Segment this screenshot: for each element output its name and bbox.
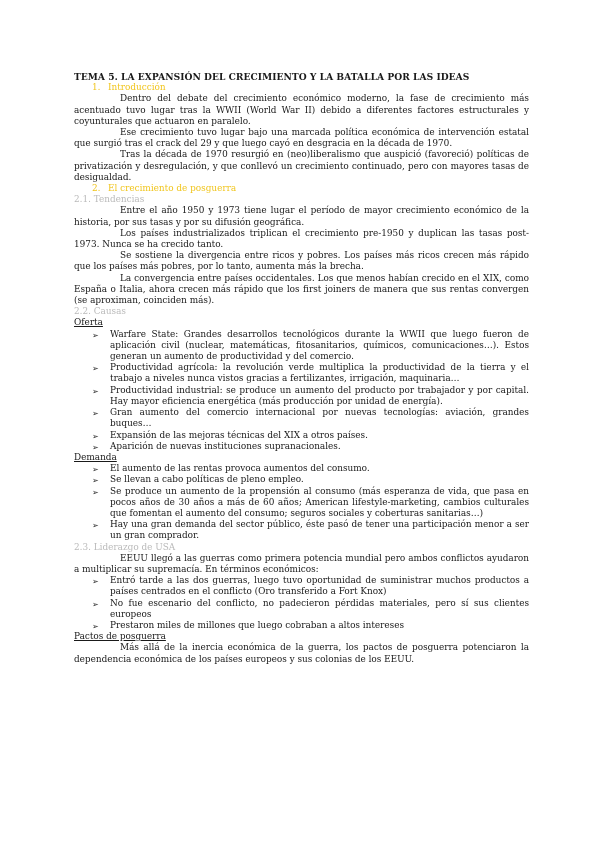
- list-item-text: Se llevan a cabo políticas de pleno empleo.: [110, 475, 304, 486]
- paragraph: Más allá de la inercia económica de la guerra, los pactos de posguerra potenciaron la dependencia económica de los países europeos y sus colonias de los EEUU.: [74, 643, 529, 665]
- section-heading-crecimiento-posguerra: [92, 184, 529, 195]
- paragraph: EEUU llegó a las guerras como primera potencia mundial pero ambos conflictos ayudaron a multiplicar su supremacía. En términos económicos:: [74, 553, 529, 575]
- paragraph: Dentro del debate del crecimiento económico moderno, la fase de crecimiento más acentuado tuvo lugar tras la WWII (World War II) debido a diferentes factores estructurales y coyunturales que actuaron en paralelo.: [74, 94, 529, 127]
- list-item: [74, 487, 529, 521]
- subsection-heading-causas: 2.2. Causas: [74, 307, 126, 318]
- section-heading-text: El crecimiento de posguerra: [108, 184, 237, 195]
- section-heading-introduccion: [92, 83, 529, 94]
- list-item: [74, 576, 529, 598]
- arrow-bullet-icon: ➢: [92, 577, 99, 587]
- arrow-bullet-icon: ➢: [92, 431, 99, 441]
- section-heading-text: Introducción: [108, 83, 166, 94]
- list-item-text: Gran aumento del comercio internacional por nuevas tecnologías: aviación, grandes buques…: [110, 408, 529, 430]
- list-item-text: Prestaron miles de millones que luego cobraban a altos intereses: [110, 620, 405, 631]
- list-item-text: Expansión de las mejoras técnicas del XIX a otros países.: [110, 430, 368, 441]
- list-item-text: No fue escenario del conflicto, no padecieron pérdidas materiales, pero sí sus clientes europeos: [110, 598, 529, 620]
- list-item-text: Productividad agrícola: la revolución verde multiplica la productividad de la tierra y el trabajo a niveles nunca vistos gracias a fertilizantes, irrigación, maquinaria…: [110, 363, 529, 385]
- arrow-bullet-icon: ➢: [92, 465, 99, 475]
- list-item-text: Se produce un aumento de la propensión al consumo (más esperanza de vida, que pasa en pocos años de 30 años a más de 60 años; American lifestyle-marketing, cambios culturales que fomentan el aumento del consumo; seguros sociales y coberturas sanitarias…): [110, 486, 529, 519]
- bullet-list-oferta: [74, 330, 529, 453]
- arrow-bullet-icon: ➢: [92, 386, 99, 396]
- list-item: [74, 475, 529, 486]
- list-item: [74, 408, 529, 430]
- bullet-list-liderazgo: [74, 576, 529, 632]
- arrow-bullet-icon: ➢: [92, 599, 99, 609]
- label-demanda: Demanda: [74, 452, 117, 463]
- paragraph: Entre el año 1950 y 1973 tiene lugar el período de mayor crecimiento económico de la historia, por sus tasas y por su difusión geográfica.: [74, 206, 529, 228]
- paragraph: Ese crecimiento tuvo lugar bajo una marcada política económica de intervención estatal que surgió tras el crack del 29 y que luego cayó en desgracia en la década de 1970.: [74, 128, 529, 150]
- list-item-text: El aumento de las rentas provoca aumentos del consumo.: [110, 464, 370, 475]
- arrow-bullet-icon: ➢: [92, 476, 99, 486]
- list-item: [74, 520, 529, 542]
- list-item: [74, 363, 529, 385]
- arrow-bullet-icon: ➢: [92, 330, 99, 340]
- arrow-bullet-icon: ➢: [92, 487, 99, 497]
- paragraph: Tras la década de 1970 resurgió en (neo)liberalismo que auspició (favoreció) políticas de privatización y desregulación, y que conllevó un crecimiento continuado, pero con mayores tasas de desigualdad.: [74, 150, 529, 183]
- list-item: [74, 431, 529, 442]
- paragraph: La convergencia entre países occidentales. Los que menos habían crecido en el XIX, como España o Italia, ahora crecen más rápido que los first joiners de manera que sus rentas convergen (se aproximan, coinciden más).: [74, 273, 529, 307]
- arrow-bullet-icon: ➢: [92, 364, 99, 374]
- list-item-text: Entró tarde a las dos guerras, luego tuvo oportunidad de suministrar muchos productos a países centrados en el conflicto (Oro transferido a Fort Knox): [110, 576, 529, 598]
- arrow-bullet-icon: ➢: [92, 621, 99, 631]
- subsection-heading-tendencias: 2.1. Tendencias: [74, 195, 145, 206]
- list-item: [74, 464, 529, 475]
- list-item-text: Hay una gran demanda del sector público, éste pasó de tener una participación menor a ser un gran comprador.: [110, 520, 529, 542]
- paragraph: Los países industrializados triplican el crecimiento pre-1950 y duplican las tasas post-1973. Nunca se ha crecido tanto.: [74, 228, 529, 251]
- section-number: 1.: [92, 83, 101, 94]
- list-item: [74, 442, 529, 453]
- label-pactos-posguerra: Pactos de posguerra: [74, 632, 166, 643]
- list-item: [74, 330, 529, 364]
- arrow-bullet-icon: ➢: [92, 521, 99, 531]
- paragraph: Se sostiene la divergencia entre ricos y pobres. Los países más ricos crecen más rápido que los países más pobres, por lo tanto, aumenta más la brecha.: [74, 251, 529, 273]
- list-item: [74, 599, 529, 621]
- list-item: [74, 621, 529, 632]
- section-number: 2.: [92, 184, 101, 195]
- list-item-text: Warfare State: Grandes desarrollos tecnológicos durante la WWII que luego fueron de aplicación civil (nuclear, matemáticas, fitosanitarios, químicos, comunicaciones…). Estos generan un aumento de productividad y del comercio.: [110, 329, 529, 363]
- arrow-bullet-icon: ➢: [92, 442, 99, 452]
- subsection-heading-liderazgo-usa: 2.3. Liderazgo de USA: [74, 542, 176, 553]
- label-oferta: Oferta: [74, 318, 103, 329]
- list-item-text: Productividad industrial: se produce un aumento del producto por trabajador y por capital. Hay mayor eficiencia energética (más producción por unidad de energía).: [110, 385, 529, 407]
- list-item: [74, 386, 529, 408]
- arrow-bullet-icon: ➢: [92, 409, 99, 419]
- document-title: TEMA 5. LA EXPANSIÓN DEL CRECIMIENTO Y LA BATALLA POR LAS IDEAS: [74, 72, 470, 83]
- bullet-list-demanda: [74, 464, 529, 542]
- list-item-text: Aparición de nuevas instituciones supranacionales.: [110, 441, 341, 452]
